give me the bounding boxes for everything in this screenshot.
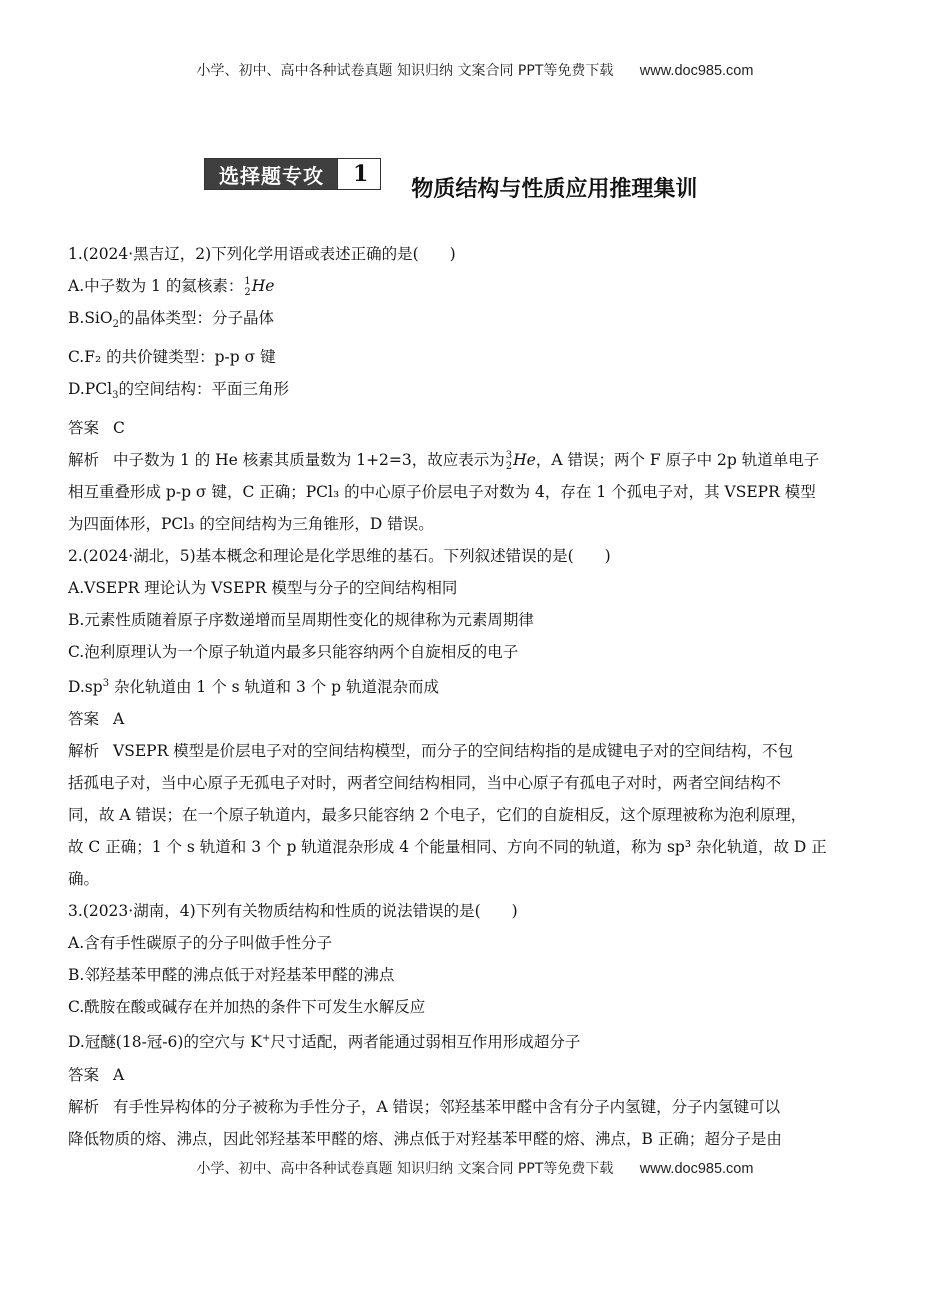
q1-analysis-mass: 3 bbox=[505, 450, 513, 462]
q2-option-d-sup: 3 bbox=[102, 678, 110, 690]
q1-option-d bbox=[68, 373, 882, 412]
q2-analysis-line-3: 同，故 A 错误；在一个原子轨道内，最多只能容纳 2 个电子，它们的自旋相反，这个原理被称为泡利原理， bbox=[68, 806, 807, 825]
q1-answer bbox=[68, 412, 882, 444]
q2-analysis-text: VSEPR 模型是价层电子对的空间结构模型，而分子的空间结构指的是成键电子对的空间结构，不包 bbox=[113, 742, 794, 761]
section-tag bbox=[204, 158, 381, 190]
q1-analysis-symbol: He bbox=[513, 451, 536, 470]
q1-answer-value: C bbox=[113, 419, 125, 438]
q2-option-b: B.元素性质随着原子序数递增而呈周期性变化的规律称为元素周期律 bbox=[68, 611, 534, 630]
q3-answer-label: 答案 bbox=[68, 1065, 100, 1084]
q3-option-d bbox=[68, 1023, 882, 1058]
q2-analysis-label: 解析 bbox=[68, 742, 100, 761]
q3-analysis-text: 有手性异构体的分子被称为手性分子，A 错误；邻羟基苯甲醛中含有分子内氢键，分子内氢键可以 bbox=[113, 1097, 781, 1116]
footer-text: 小学、初中、高中各种试卷真题 知识归纳 文案合同 PPT等免费下载 bbox=[196, 1161, 614, 1177]
q2-analysis-line-5: 确。 bbox=[68, 870, 100, 889]
q3-option-d-sup: + bbox=[261, 1033, 271, 1045]
q3-option-b: B.邻羟基苯甲醛的沸点低于对羟基苯甲醛的沸点 bbox=[68, 966, 395, 985]
section-tag-label: 选择题专攻 bbox=[205, 159, 338, 189]
header-url[interactable]: www.doc985.com bbox=[639, 63, 754, 79]
q2-analysis-line-1 bbox=[68, 735, 882, 767]
q1-analysis-line-3: 为四面体形，PCl₃ 的空间结构为三角锥形，D 错误。 bbox=[68, 515, 434, 534]
q1-analysis-p1: 中子数为 1 的 He 核素其质量数为 1+2=3，故应表示为 bbox=[113, 451, 505, 470]
q1-analysis-label: 解析 bbox=[68, 451, 100, 470]
q1-option-b bbox=[68, 302, 882, 341]
q3-option-d-pre: D.冠醚(18-冠-6)的空穴与 K bbox=[68, 1033, 262, 1052]
q1-option-d-post: 的空间结构：平面三角形 bbox=[118, 380, 289, 399]
document-body bbox=[68, 238, 882, 1155]
q1-answer-label: 答案 bbox=[68, 419, 100, 438]
q1-analysis-line-1 bbox=[68, 444, 882, 476]
q1-stem: 1.(2024·黑吉辽，2)下列化学用语或表述正确的是( ) bbox=[68, 245, 456, 263]
q3-option-d-post: 尺寸适配，两者能通过弱相互作用形成超分子 bbox=[270, 1033, 581, 1052]
q1-option-a-symbol: He bbox=[251, 277, 275, 295]
q3-analysis-line-2: 降低物质的熔、沸点，因此邻羟基苯甲醛的熔、沸点低于对羟基苯甲醛的熔、沸点，B 正确；超分子是由 bbox=[68, 1129, 782, 1148]
q1-analysis-line-2: 相互重叠形成 p-p σ 键，C 正确；PCl₃ 的中心原子价层电子对数为 4，存在 1 个孤电子对，其 VSEPR 模型 bbox=[68, 483, 816, 502]
q2-option-d-post: 杂化轨道由 1 个 s 轨道和 3 个 p 轨道混杂而成 bbox=[109, 678, 440, 697]
q2-option-d-pre: D.sp bbox=[68, 678, 103, 697]
q3-answer bbox=[68, 1059, 882, 1091]
q1-option-a-mass: 1 bbox=[244, 276, 251, 287]
q2-analysis-line-4: 故 C 正确；1 个 s 轨道和 3 个 p 轨道混杂形成 4 个能量相同、方向不同的轨道，称为 sp³ 杂化轨道，故 D 正 bbox=[68, 838, 827, 857]
q2-analysis-line-2: 括孤电子对，当中心原子无孤电子对时，两者空间结构相同，当中心原子有孤电子对时，两者空间结构不 bbox=[68, 774, 782, 793]
q1-option-a bbox=[68, 270, 882, 302]
q1-option-b-pre: B.SiO bbox=[68, 309, 113, 327]
section-title bbox=[204, 157, 698, 202]
page-title: 物质结构与性质应用推理集训 bbox=[411, 176, 698, 202]
q1-option-b-sub: 2 bbox=[112, 319, 119, 331]
q2-option-d bbox=[68, 668, 882, 703]
q2-answer-label: 答案 bbox=[68, 710, 100, 729]
q2-option-c: C.泡利原理认为一个原子轨道内最多只能容纳两个自旋相反的电子 bbox=[68, 643, 519, 662]
q1-analysis-p2: ，A 错误；两个 F 原子中 2p 轨道单电子 bbox=[535, 451, 820, 470]
footer-url[interactable]: www.doc985.com bbox=[639, 1161, 754, 1177]
q1-option-d-sub: 3 bbox=[112, 390, 119, 402]
q1-option-b-post: 的晶体类型：分子晶体 bbox=[118, 309, 274, 327]
q2-option-a: A.VSEPR 理论认为 VSEPR 模型与分子的空间结构相同 bbox=[68, 579, 458, 598]
q1-analysis-atomic: 2 bbox=[505, 461, 513, 473]
page-footer bbox=[0, 1158, 950, 1178]
q1-option-a-nuclide bbox=[244, 276, 250, 298]
q2-answer bbox=[68, 703, 882, 735]
q2-stem: 2.(2024·湖北，5)基本概念和理论是化学思维的基石。下列叙述错误的是( ) bbox=[68, 547, 611, 566]
q1-option-a-atomic: 2 bbox=[244, 287, 251, 298]
section-tag-number: 1 bbox=[338, 159, 380, 189]
q3-stem: 3.(2023·湖南，4)下列有关物质结构和性质的说法错误的是( ) bbox=[68, 902, 518, 921]
q1-option-c: C.F₂ 的共价键类型：p-p σ 键 bbox=[68, 348, 276, 367]
q1-option-d-pre: D.PCl bbox=[68, 380, 113, 399]
q3-analysis-line-1 bbox=[68, 1091, 882, 1123]
q1-analysis-nuclide bbox=[506, 450, 512, 472]
q1-option-a-text: A.中子数为 1 的氦核素： bbox=[68, 277, 244, 295]
page-header bbox=[0, 60, 950, 80]
q3-option-a: A.含有手性碳原子的分子叫做手性分子 bbox=[68, 934, 333, 953]
q3-analysis-label: 解析 bbox=[68, 1097, 100, 1116]
q2-answer-value: A bbox=[113, 710, 125, 729]
header-text: 小学、初中、高中各种试卷真题 知识归纳 文案合同 PPT等免费下载 bbox=[196, 63, 614, 79]
q3-option-c: C.酰胺在酸或碱存在并加热的条件下可发生水解反应 bbox=[68, 998, 426, 1017]
q3-answer-value: A bbox=[113, 1065, 125, 1084]
